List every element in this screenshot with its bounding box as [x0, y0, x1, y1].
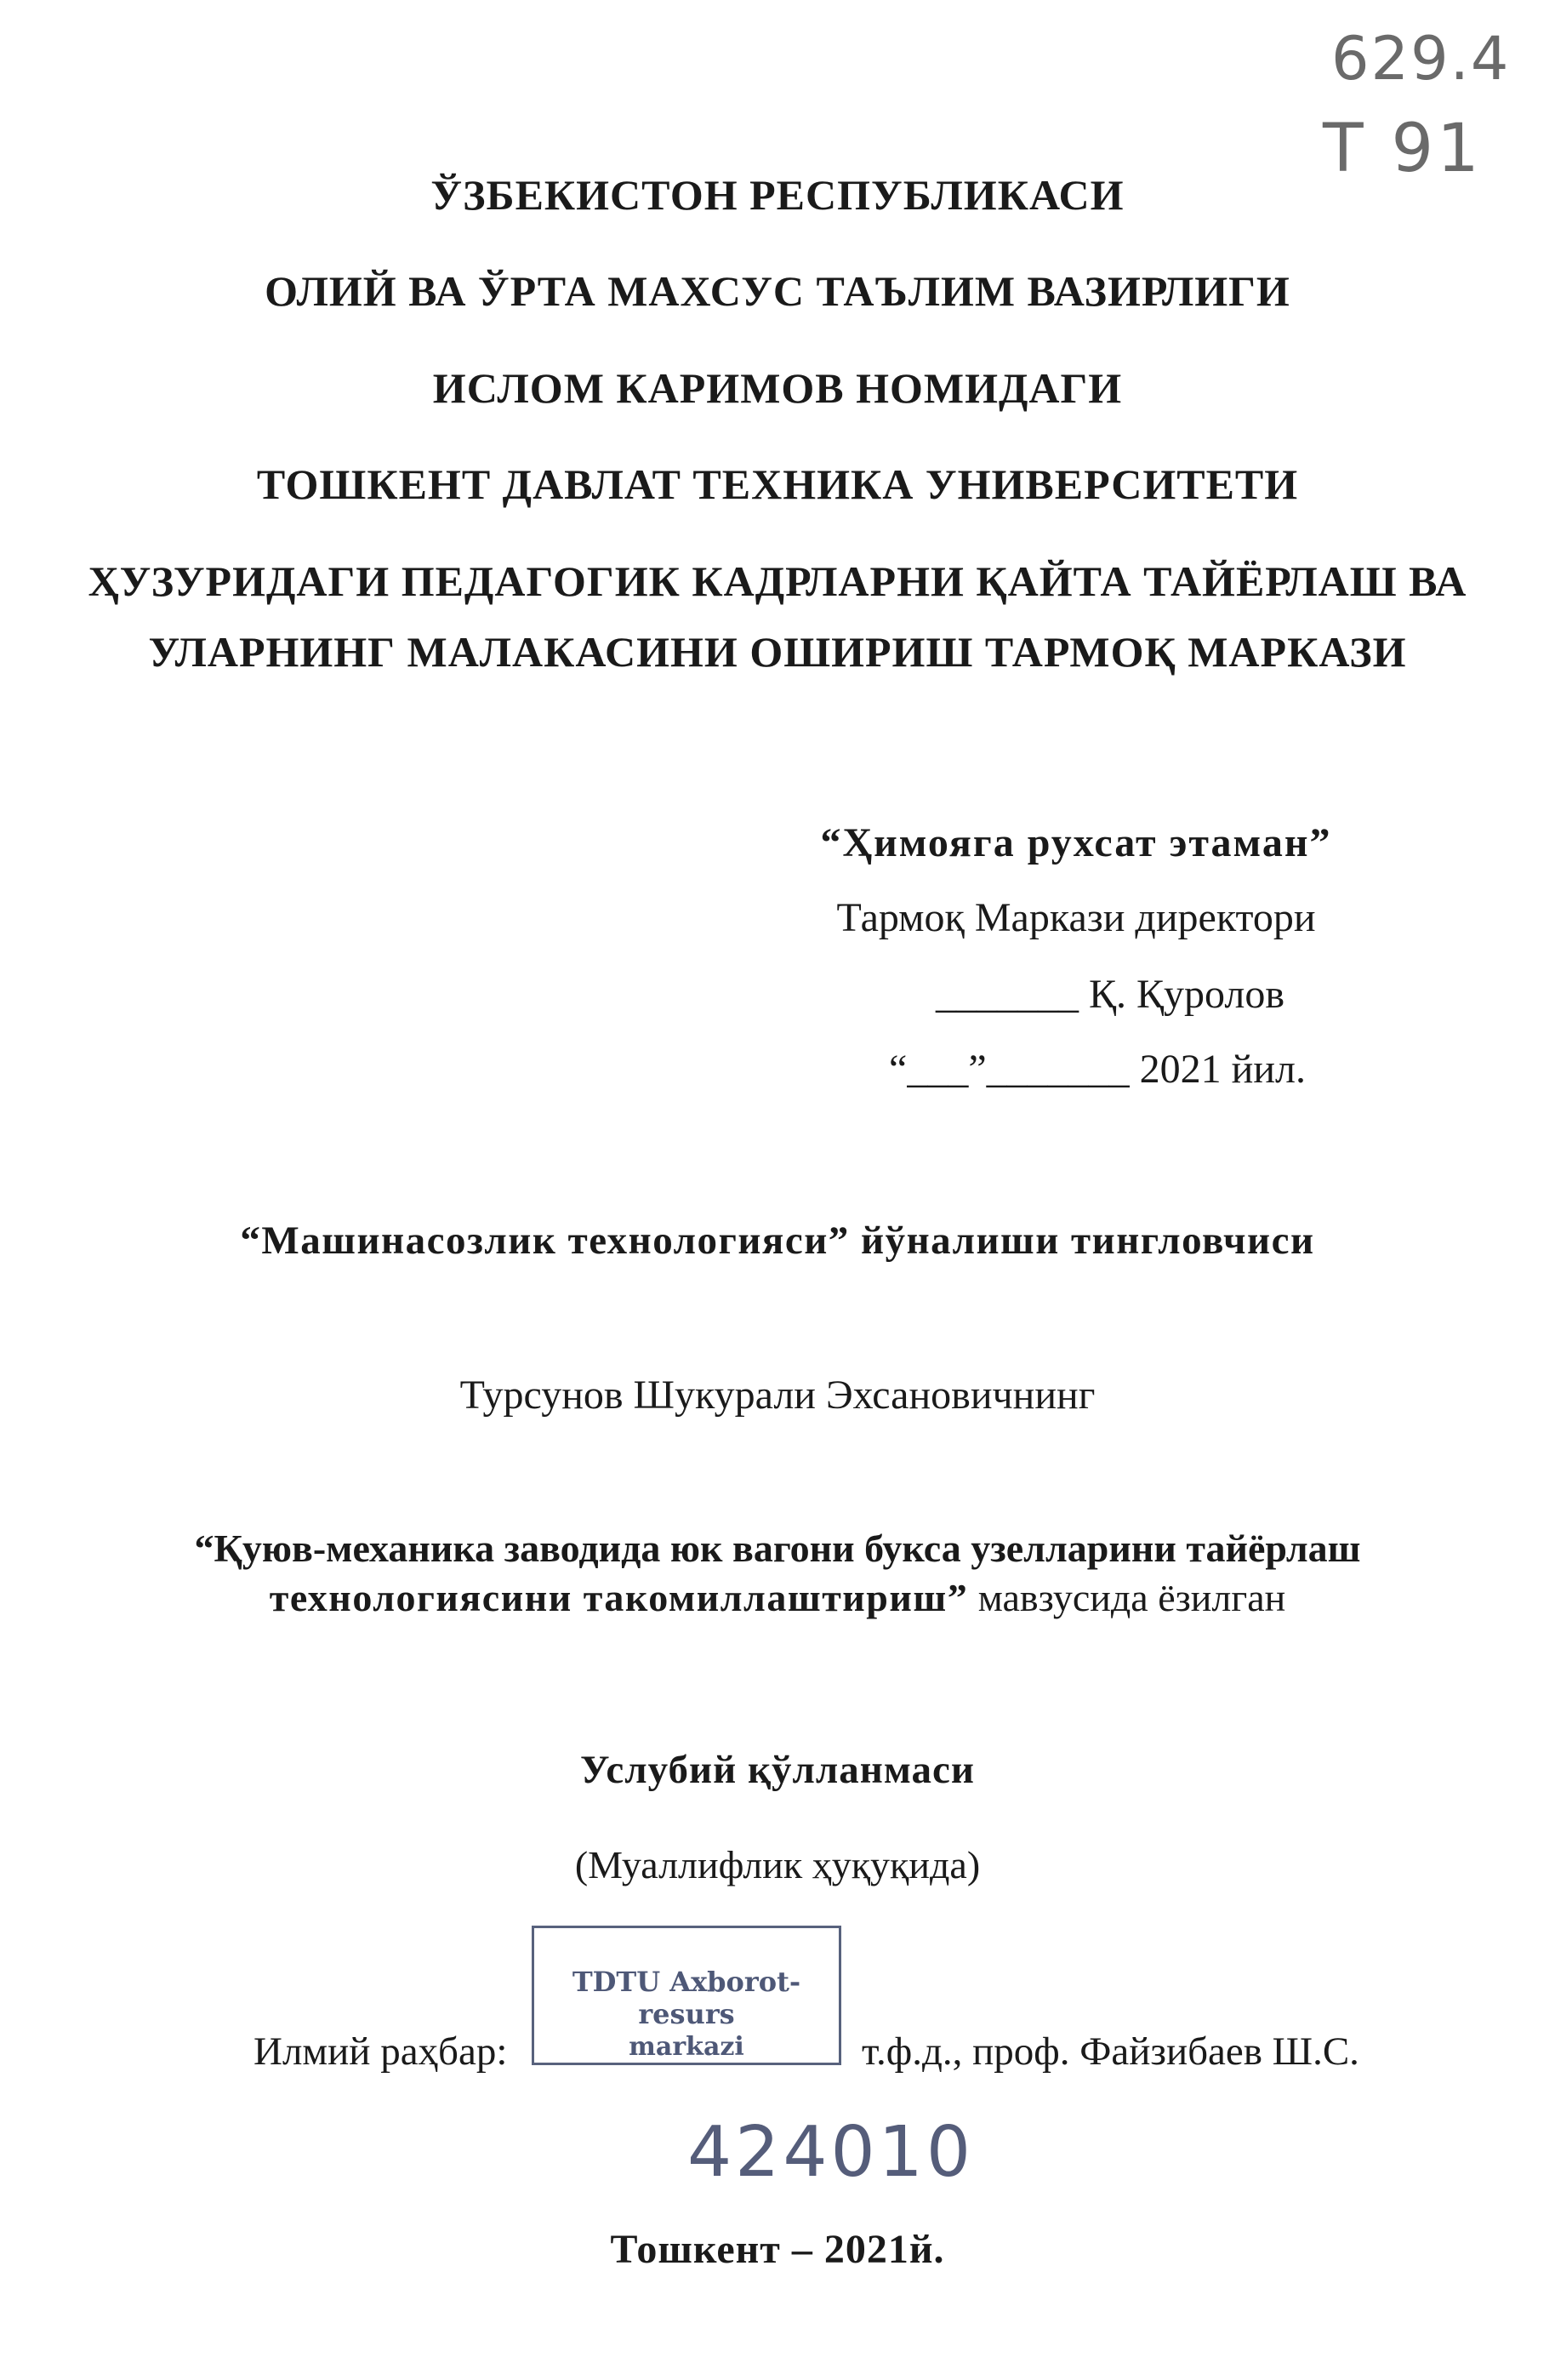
header-ministry: ОЛИЙ ВА ЎРТА МАХСУС ТАЪЛИМ ВАЗИРЛИГИ [265, 267, 1290, 315]
library-code-handwriting: 629.4 [1331, 24, 1511, 94]
inventory-number-handwriting: 424010 [687, 2112, 975, 2193]
program-line: “Машинасозлик технологияси” йўналиши тингловчиси [240, 1219, 1315, 1263]
approval-title: “Ҳимояга рухсат этаман” [820, 820, 1332, 865]
stamp-underline [532, 2063, 841, 2065]
header-center-line1: ҲУЗУРИДАГИ ПЕДАГОГИК КАДРЛАРНИ ҚАЙТА ТАЙЁРЛАШ ВА [88, 557, 1467, 605]
approval-position: Тармоқ Маркази директори [836, 895, 1316, 940]
stamp-line2: markazi [629, 2032, 744, 2062]
supervisor-value: т.ф.д., проф. Файзибаев Ш.С. [862, 2029, 1359, 2074]
topic-line1: “Қуюв-механика заводида юк вагони букса узелларини тайёрлаш [194, 1527, 1361, 1570]
header-named-after: ИСЛОМ КАРИМОВ НОМИДАГИ [432, 364, 1123, 412]
header-university: ТОШКЕНТ ДАВЛАТ ТЕХНИКА УНИВЕРСИТЕТИ [256, 460, 1299, 508]
approval-date: “___”_______ 2021 йил. [889, 1047, 1306, 1092]
stamp-line1: TDTU Axborot-resurs [572, 1966, 801, 2030]
topic-line2 [0, 1575, 1555, 1620]
copyright-note: (Муаллифлик ҳуқуқида) [574, 1843, 981, 1886]
library-stamp [532, 1926, 841, 2064]
topic-line2-rest: мавзусида ёзилган [968, 1576, 1286, 1619]
header-center-line2: УЛАРНИНГ МАЛАКАСИНИ ОШИРИШ ТАРМОҚ МАРКАЗИ [148, 628, 1407, 676]
student-name: Турсунов Шукурали Эхсановичнинг [459, 1373, 1096, 1418]
library-index-handwriting: Т 91 [1323, 111, 1483, 187]
topic-line2-bold: технологиясини такомиллаштириш” [269, 1576, 969, 1619]
supervisor-label: Илмий раҳбар: [253, 2029, 508, 2074]
city-year-footer: Тошкент – 2021й. [610, 2227, 945, 2272]
approval-signature: _______ Қ. Қуролов [935, 972, 1284, 1017]
document-type: Услубий қўлланмаси [580, 1748, 975, 1792]
header-republic: ЎЗБЕКИСТОН РЕСПУБЛИКАСИ [430, 171, 1125, 219]
